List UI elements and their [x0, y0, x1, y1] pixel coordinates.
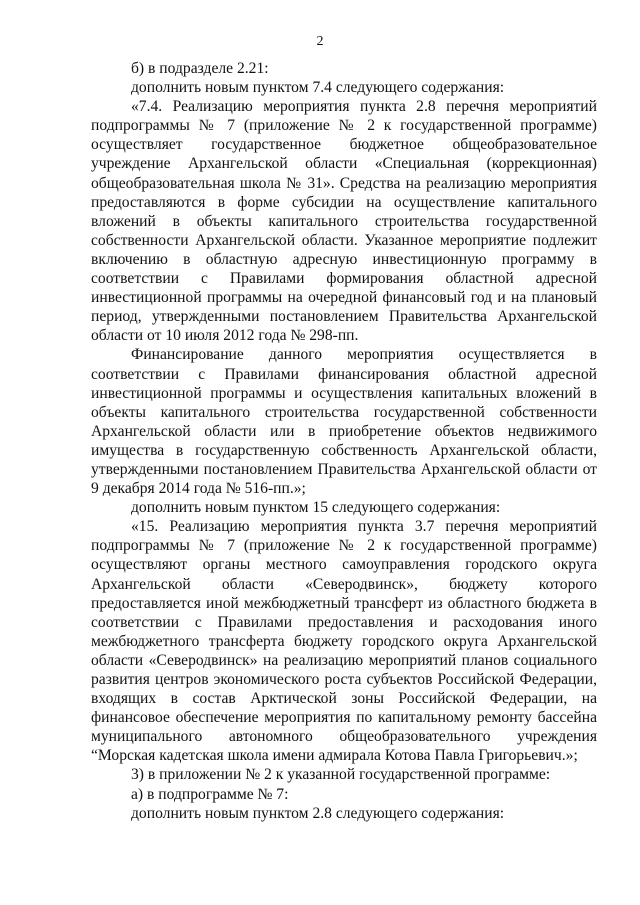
paragraph-add-point-2-8: дополнить новым пунктом 2.8 следующего содержания: — [131, 804, 505, 822]
paragraph-subsection-2-21: б) в подразделе 2.21: — [131, 60, 269, 77]
paragraph-appendix-2: 3) в приложении № 2 к указанной государственной программе: — [131, 766, 551, 784]
paragraph-add-point-15: дополнить новым пунктом 15 следующего содержания: — [131, 499, 501, 517]
document-body — [91, 59, 597, 823]
paragraph-financing: Финансирование данного мероприятия осуществляется в соответствии с Правилами финансирования областной адресной инвестиционной программы и осуществления капитальных вложений в объекты капитального строительства государственной собственности Архангельской области или в приобретение объектов недвижимого имущества в государственную собственность Архангельской области, утвержденными постановлением Правительства Архангельской области от 9 декабря 2014 года № 516-пп.»; — [91, 346, 597, 498]
paragraph-point-7-4-text: «7.4. Реализацию мероприятия пункта 2.8 перечня мероприятий подпрограммы № 7 (приложение № 2 к государственной программе) осуществляет государственное бюджетное общеобразовательное учреждение Архангельской области «Специальная (коррекционная) общеобразовательная школа № 31». Средства на реализацию мероприятия предоставляются в форме субсидии на осуществление капитального вложений в объекты капитального строительства государственной собственности Архангельской области. Указанное мероприятие подлежит включению в областную адресную инвестиционную программу в соответствии с Правилами формирования областной адресной инвестиционной программы на очередной финансовый год и на плановый период, утвержденными постановлением Правительства Архангельской области от 10 июля 2012 года № 298-пп. — [91, 98, 597, 345]
paragraph-point-15-text: «15. Реализацию мероприятия пункта 3.7 перечня мероприятий подпрограммы № 7 (приложение № 2 к государственной программе) осуществляют органы местного самоуправления городского округа Архангельской области «Северодвинск», бюджету которого предоставляется иной межбюджетный трансферт из областного бюджета в соответствии с Правилами предоставления и расходования иного межбюджетного трансферта бюджету городского округа Архангельской области «Северодвинск» на реализацию мероприятий планов социального развития центров экономического роста субъектов Российской Федерации, входящих в состав Арктической зоны Российской Федерации, на финансовое обеспечение мероприятия по капитальному ремонту бассейна муниципального автономного общеобразовательного учреждения “Морская кадетская школа имени адмирала Котова Павла Григорьевич.»; — [91, 518, 597, 765]
paragraph-subprogram-7: а) в подпрограмме № 7: — [131, 785, 289, 803]
page-number: 2 — [316, 34, 324, 49]
paragraph-add-point-7-4: дополнить новым пунктом 7.4 следующего содержания: — [131, 79, 505, 97]
